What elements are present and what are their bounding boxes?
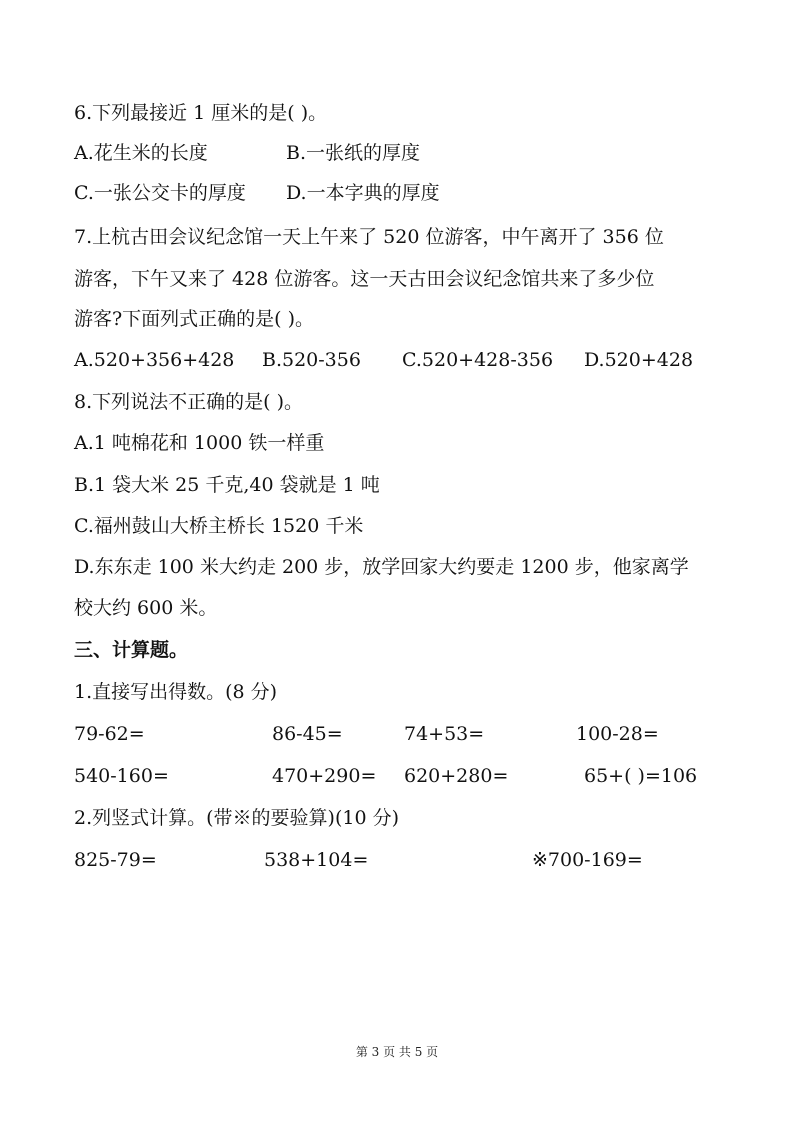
calc-q2-item: ※700-169= — [532, 849, 643, 871]
section-title: 三、计算题。 — [74, 639, 189, 661]
calc-q1-item: 100-28= — [576, 723, 659, 745]
q6-option-c: C.一张公交卡的厚度 — [74, 182, 246, 204]
calc-q1-title: 1.直接写出得数。(8 分) — [74, 681, 278, 703]
calc-q1-item: 86-45= — [272, 723, 343, 745]
q6-option-d: D.一本字典的厚度 — [286, 182, 440, 204]
calc-q1-item: 540-160= — [74, 765, 169, 787]
calc-q1-item: 74+53= — [404, 723, 485, 745]
q7-option-a: A.520+356+428 — [74, 349, 235, 371]
q6-option-a: A.花生米的长度 — [74, 142, 208, 164]
page-footer: 第 3 页 共 5 页 — [355, 1045, 439, 1059]
q7-option-b: B.520-356 — [262, 349, 361, 371]
q6-stem: 6.下列最接近 1 厘米的是( )。 — [74, 102, 328, 124]
q8-option-d-line-2: 校大约 600 米。 — [74, 597, 218, 619]
q7-stem-line-1: 7.上杭古田会议纪念馆一天上午来了 520 位游客，中午离开了 356 位 — [74, 226, 664, 248]
calc-q1-item: 79-62= — [74, 723, 145, 745]
q8-option-c: C.福州鼓山大桥主桥长 1520 千米 — [74, 515, 364, 537]
calc-q2-title: 2.列竖式计算。(带※的要验算)(10 分) — [74, 807, 399, 829]
calc-q1-item: 470+290= — [272, 765, 377, 787]
q7-option-d: D.520+428 — [584, 349, 694, 371]
q6-option-b: B.一张纸的厚度 — [286, 142, 421, 164]
q7-stem-line-2: 游客，下午又来了 428 位游客。这一天古田会议纪念馆共来了多少位 — [74, 268, 655, 290]
q8-stem: 8.下列说法不正确的是( )。 — [74, 391, 303, 413]
q8-option-d-line-1: D.东东走 100 米大约走 200 步，放学回家大约要走 1200 步，他家离学 — [74, 556, 689, 578]
calc-q2-item: 825-79= — [74, 849, 157, 871]
q8-option-a: A.1 吨棉花和 1000 铁一样重 — [74, 432, 325, 454]
q7-stem-line-3: 游客?下面列式正确的是( )。 — [74, 308, 315, 330]
calc-q1-item: 65+( )=106 — [584, 765, 698, 787]
calc-q1-item: 620+280= — [404, 765, 509, 787]
q7-option-c: C.520+428-356 — [402, 349, 554, 371]
calc-q2-item: 538+104= — [264, 849, 369, 871]
q8-option-b: B.1 袋大米 25 千克,40 袋就是 1 吨 — [74, 474, 380, 496]
